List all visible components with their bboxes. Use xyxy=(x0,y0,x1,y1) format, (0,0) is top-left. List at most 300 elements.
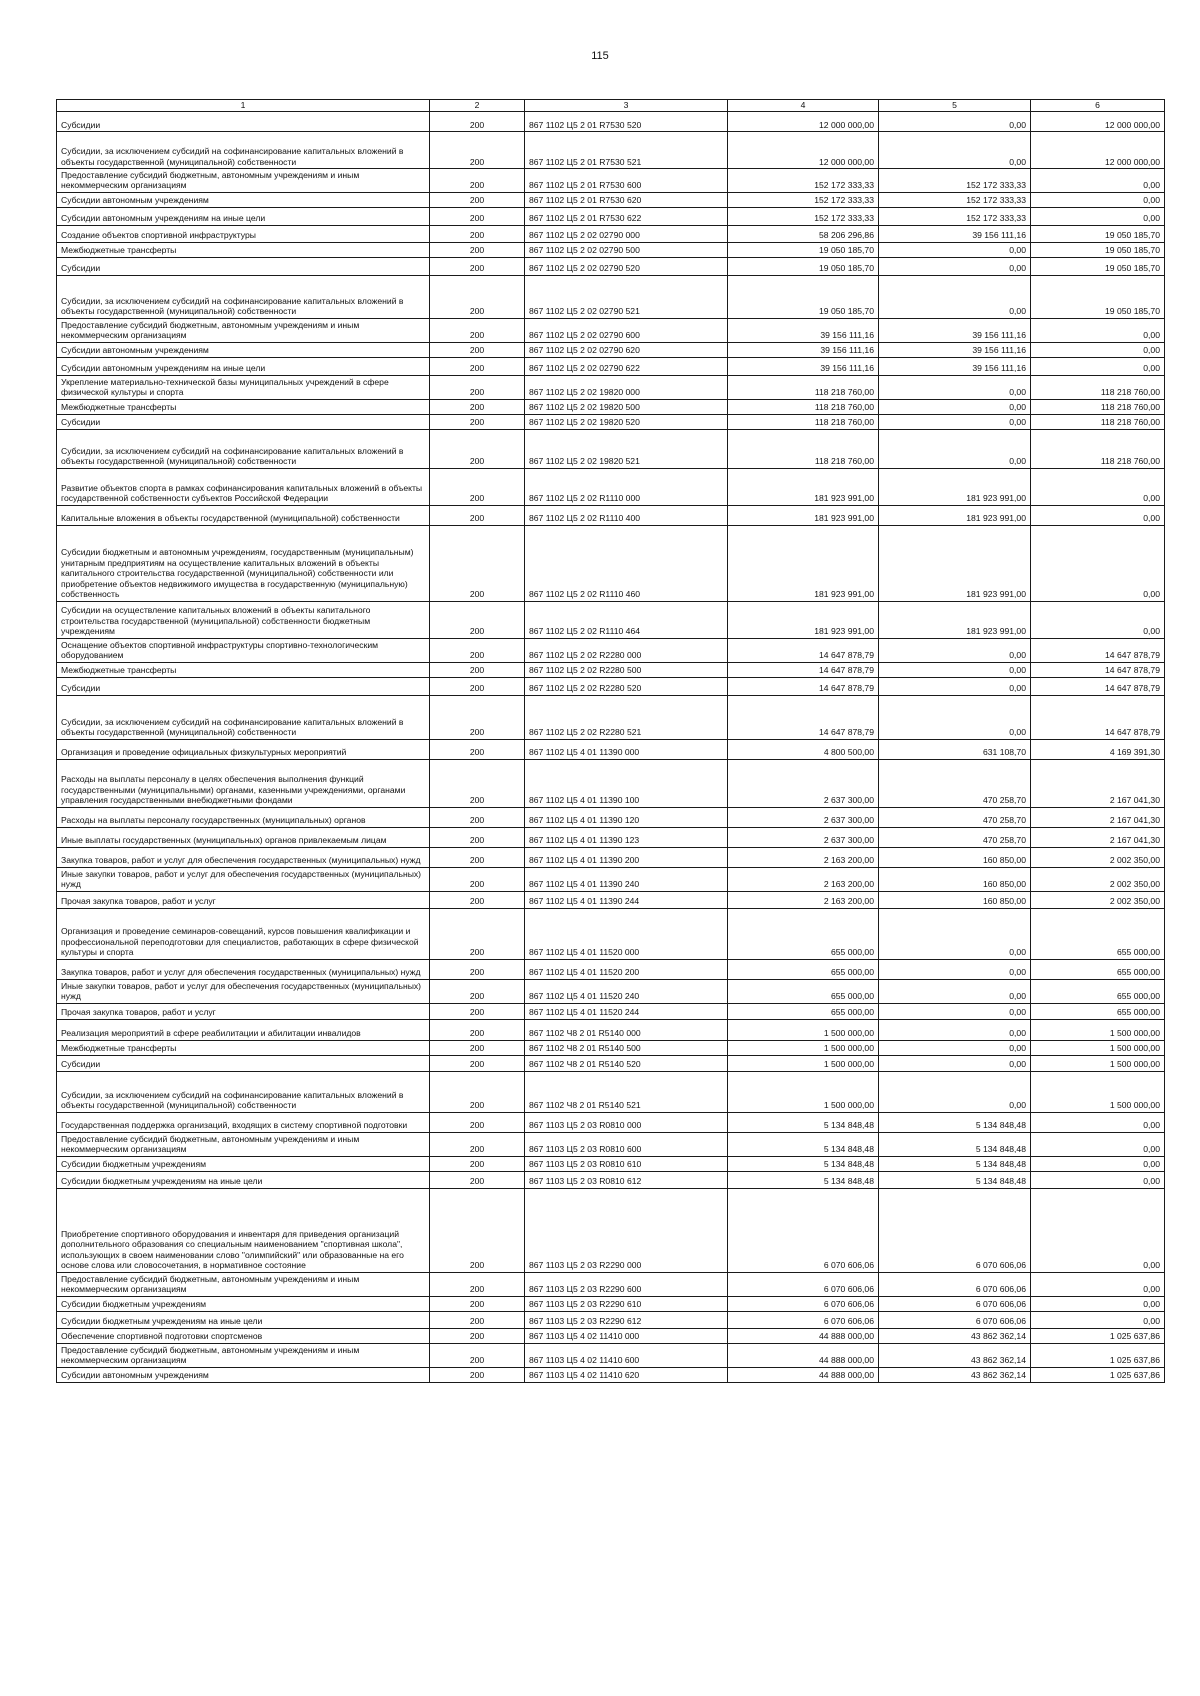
table-row xyxy=(57,399,1165,414)
row-column-2: 200 xyxy=(430,132,525,169)
budget-classification-code: 867 1102 Ц5 2 02 R2280 521 xyxy=(525,695,728,739)
table-row xyxy=(57,275,1165,318)
budget-classification-code: 867 1103 Ц5 2 03 R2290 600 xyxy=(525,1272,728,1296)
column-header: 3 xyxy=(525,100,728,112)
amount-column-6: 19 050 185,70 xyxy=(1031,275,1165,318)
amount-column-6: 4 169 391,30 xyxy=(1031,739,1165,759)
column-number-row xyxy=(57,100,1165,112)
budget-classification-code: 867 1102 Ц5 4 01 11390 123 xyxy=(525,827,728,847)
budget-classification-code: 867 1102 Ц5 2 02 R1110 000 xyxy=(525,468,728,505)
amount-column-5: 152 172 333,33 xyxy=(879,169,1031,193)
table-row xyxy=(57,695,1165,739)
amount-column-4: 5 134 848,48 xyxy=(728,1112,879,1132)
amount-column-4: 181 923 991,00 xyxy=(728,505,879,525)
amount-column-6: 12 000 000,00 xyxy=(1031,112,1165,132)
amount-column-4: 39 156 111,16 xyxy=(728,342,879,357)
row-column-2: 200 xyxy=(430,257,525,275)
table-row xyxy=(57,662,1165,677)
amount-column-5: 181 923 991,00 xyxy=(879,468,1031,505)
amount-column-5: 5 134 848,48 xyxy=(879,1112,1031,1132)
budget-classification-code: 867 1102 Ц5 4 01 11390 000 xyxy=(525,739,728,759)
amount-column-5: 160 850,00 xyxy=(879,847,1031,867)
row-column-2: 200 xyxy=(430,807,525,827)
amount-column-5: 43 862 362,14 xyxy=(879,1328,1031,1343)
budget-classification-code: 867 1102 Ц5 2 02 02790 620 xyxy=(525,342,728,357)
amount-column-4: 655 000,00 xyxy=(728,908,879,959)
amount-column-6: 14 647 878,79 xyxy=(1031,638,1165,662)
amount-column-6: 0,00 xyxy=(1031,342,1165,357)
amount-column-5: 5 134 848,48 xyxy=(879,1132,1031,1156)
budget-classification-code: 867 1102 Ц5 2 02 02790 000 xyxy=(525,225,728,242)
amount-column-5: 0,00 xyxy=(879,1040,1031,1055)
row-name: Приобретение спортивного оборудования и инвентаря для приведения организаций дополнительного образования со специальным наименованием "спортивная школа", использующих в своем наименовании слово "олимпийский" или образованные на его основе слова или словосочетания, в нормативное состояние xyxy=(57,1188,430,1272)
amount-column-5: 5 134 848,48 xyxy=(879,1156,1031,1171)
table-row xyxy=(57,1071,1165,1112)
amount-column-6: 1 500 000,00 xyxy=(1031,1040,1165,1055)
row-name: Субсидии бюджетным и автономным учреждениям, государственным (муниципальным) унитарным предприятиям на осуществление капитальных вложений в объекты капитального строительства государственной (муниципальной) собственности или приобретение объектов недвижимого имущества в государственную (муниципальную) собственность xyxy=(57,525,430,601)
row-column-2: 200 xyxy=(430,1112,525,1132)
row-column-2: 200 xyxy=(430,638,525,662)
amount-column-5: 43 862 362,14 xyxy=(879,1367,1031,1382)
amount-column-6: 0,00 xyxy=(1031,1156,1165,1171)
amount-column-5: 0,00 xyxy=(879,677,1031,695)
amount-column-5: 470 258,70 xyxy=(879,827,1031,847)
row-name: Субсидии автономным учреждениям xyxy=(57,192,430,207)
page-number: 115 xyxy=(591,50,609,62)
amount-column-6: 1 500 000,00 xyxy=(1031,1019,1165,1040)
budget-classification-code: 867 1103 Ц5 2 03 R0810 612 xyxy=(525,1171,728,1188)
budget-classification-code: 867 1102 Ц5 4 01 11390 240 xyxy=(525,867,728,891)
row-name: Расходы на выплаты персоналу государственных (муниципальных) органов xyxy=(57,807,430,827)
amount-column-5: 152 172 333,33 xyxy=(879,192,1031,207)
budget-classification-code: 867 1102 Ц5 4 01 11520 200 xyxy=(525,959,728,979)
budget-classification-code: 867 1102 Ч8 2 01 R5140 000 xyxy=(525,1019,728,1040)
table-row xyxy=(57,1040,1165,1055)
row-name: Государственная поддержка организаций, входящих в систему спортивной подготовки xyxy=(57,1112,430,1132)
amount-column-4: 4 800 500,00 xyxy=(728,739,879,759)
budget-classification-code: 867 1103 Ц5 4 02 11410 620 xyxy=(525,1367,728,1382)
amount-column-5: 470 258,70 xyxy=(879,807,1031,827)
row-column-2: 200 xyxy=(430,169,525,193)
amount-column-5: 6 070 606,06 xyxy=(879,1272,1031,1296)
budget-classification-code: 867 1102 Ц5 2 01 R7530 600 xyxy=(525,169,728,193)
budget-classification-code: 867 1102 Ц5 4 01 11390 244 xyxy=(525,891,728,908)
budget-classification-code: 867 1103 Ц5 2 03 R0810 610 xyxy=(525,1156,728,1171)
row-column-2: 200 xyxy=(430,275,525,318)
budget-classification-code: 867 1102 Ц5 4 01 11520 240 xyxy=(525,979,728,1003)
amount-column-6: 14 647 878,79 xyxy=(1031,662,1165,677)
amount-column-6: 2 002 350,00 xyxy=(1031,847,1165,867)
row-column-2: 200 xyxy=(430,1296,525,1311)
amount-column-6: 0,00 xyxy=(1031,601,1165,638)
column-header: 5 xyxy=(879,100,1031,112)
budget-classification-code: 867 1102 Ц5 4 01 11520 000 xyxy=(525,908,728,959)
row-name: Межбюджетные трансферты xyxy=(57,1040,430,1055)
table-row xyxy=(57,318,1165,342)
amount-column-4: 14 647 878,79 xyxy=(728,662,879,677)
amount-column-5: 0,00 xyxy=(879,375,1031,399)
amount-column-5: 0,00 xyxy=(879,959,1031,979)
amount-column-5: 0,00 xyxy=(879,275,1031,318)
row-column-2: 200 xyxy=(430,399,525,414)
amount-column-5: 43 862 362,14 xyxy=(879,1343,1031,1367)
row-column-2: 200 xyxy=(430,827,525,847)
amount-column-5: 39 156 111,16 xyxy=(879,357,1031,375)
table-row xyxy=(57,1019,1165,1040)
budget-classification-code: 867 1102 Ц5 2 01 R7530 622 xyxy=(525,207,728,225)
amount-column-4: 44 888 000,00 xyxy=(728,1328,879,1343)
column-header: 4 xyxy=(728,100,879,112)
row-name: Организация и проведение официальных физкультурных мероприятий xyxy=(57,739,430,759)
amount-column-4: 14 647 878,79 xyxy=(728,695,879,739)
amount-column-4: 6 070 606,06 xyxy=(728,1272,879,1296)
row-column-2: 200 xyxy=(430,1071,525,1112)
row-name: Субсидии автономным учреждениям на иные цели xyxy=(57,357,430,375)
amount-column-6: 1 500 000,00 xyxy=(1031,1071,1165,1112)
amount-column-4: 6 070 606,06 xyxy=(728,1188,879,1272)
row-column-2: 200 xyxy=(430,662,525,677)
row-name: Предоставление субсидий бюджетным, автономным учреждениям и иным некоммерческим организациям xyxy=(57,318,430,342)
amount-column-6: 655 000,00 xyxy=(1031,979,1165,1003)
table-body xyxy=(57,112,1165,1383)
amount-column-5: 160 850,00 xyxy=(879,867,1031,891)
amount-column-4: 5 134 848,48 xyxy=(728,1132,879,1156)
budget-classification-code: 867 1102 Ц5 2 02 R1110 464 xyxy=(525,601,728,638)
row-column-2: 200 xyxy=(430,759,525,807)
amount-column-4: 5 134 848,48 xyxy=(728,1156,879,1171)
budget-classification-code: 867 1102 Ц5 2 02 R1110 460 xyxy=(525,525,728,601)
budget-classification-code: 867 1103 Ц5 2 03 R2290 610 xyxy=(525,1296,728,1311)
amount-column-6: 0,00 xyxy=(1031,318,1165,342)
row-column-2: 200 xyxy=(430,525,525,601)
amount-column-5: 39 156 111,16 xyxy=(879,225,1031,242)
amount-column-4: 19 050 185,70 xyxy=(728,257,879,275)
amount-column-6: 0,00 xyxy=(1031,1311,1165,1328)
amount-column-5: 152 172 333,33 xyxy=(879,207,1031,225)
amount-column-6: 1 025 637,86 xyxy=(1031,1367,1165,1382)
column-header: 6 xyxy=(1031,100,1165,112)
row-name: Межбюджетные трансферты xyxy=(57,242,430,257)
row-name: Иные закупки товаров, работ и услуг для обеспечения государственных (муниципальных) нужд xyxy=(57,979,430,1003)
row-name: Иные выплаты государственных (муниципальных) органов привлекаемым лицам xyxy=(57,827,430,847)
column-header: 2 xyxy=(430,100,525,112)
budget-table xyxy=(56,99,1165,1383)
amount-column-5: 39 156 111,16 xyxy=(879,342,1031,357)
row-name: Межбюджетные трансферты xyxy=(57,662,430,677)
row-column-2: 200 xyxy=(430,357,525,375)
table-row xyxy=(57,169,1165,193)
table-row xyxy=(57,1343,1165,1367)
table-row xyxy=(57,132,1165,169)
budget-classification-code: 867 1103 Ц5 2 03 R0810 000 xyxy=(525,1112,728,1132)
row-name: Расходы на выплаты персоналу в целях обеспечения выполнения функций государственными (муниципальными) органами, казенными учреждениями, органами управления государственными внебюджетными фондами xyxy=(57,759,430,807)
row-name: Прочая закупка товаров, работ и услуг xyxy=(57,891,430,908)
budget-classification-code: 867 1102 Ц5 4 01 11390 100 xyxy=(525,759,728,807)
row-name: Субсидии бюджетным учреждениям на иные цели xyxy=(57,1311,430,1328)
row-name: Закупка товаров, работ и услуг для обеспечения государственных (муниципальных) нужд xyxy=(57,847,430,867)
amount-column-5: 0,00 xyxy=(879,1055,1031,1071)
row-name: Субсидии на осуществление капитальных вложений в объекты капитального строительства государственной (муниципальной) собственности бюджетным учреждениям xyxy=(57,601,430,638)
table-row xyxy=(57,1272,1165,1296)
budget-classification-code: 867 1102 Ч8 2 01 R5140 500 xyxy=(525,1040,728,1055)
amount-column-5: 470 258,70 xyxy=(879,759,1031,807)
row-column-2: 200 xyxy=(430,192,525,207)
amount-column-5: 181 923 991,00 xyxy=(879,505,1031,525)
amount-column-4: 12 000 000,00 xyxy=(728,132,879,169)
row-name: Субсидии, за исключением субсидий на софинансирование капитальных вложений в объекты государственной (муниципальной) собственности xyxy=(57,132,430,169)
amount-column-6: 12 000 000,00 xyxy=(1031,132,1165,169)
amount-column-6: 1 500 000,00 xyxy=(1031,1055,1165,1071)
amount-column-5: 0,00 xyxy=(879,414,1031,429)
row-column-2: 200 xyxy=(430,847,525,867)
amount-column-4: 5 134 848,48 xyxy=(728,1171,879,1188)
table-row xyxy=(57,1188,1165,1272)
table-row xyxy=(57,112,1165,132)
amount-column-4: 655 000,00 xyxy=(728,1003,879,1019)
row-column-2: 200 xyxy=(430,1055,525,1071)
row-name: Субсидии, за исключением субсидий на софинансирование капитальных вложений в объекты государственной (муниципальной) собственности xyxy=(57,275,430,318)
row-column-2: 200 xyxy=(430,1367,525,1382)
row-name: Предоставление субсидий бюджетным, автономным учреждениям и иным некоммерческим организациям xyxy=(57,1132,430,1156)
row-column-2: 200 xyxy=(430,891,525,908)
table-row xyxy=(57,1296,1165,1311)
row-name: Создание объектов спортивной инфраструктуры xyxy=(57,225,430,242)
amount-column-6: 14 647 878,79 xyxy=(1031,695,1165,739)
budget-classification-code: 867 1102 Ц5 4 01 11520 244 xyxy=(525,1003,728,1019)
row-column-2: 200 xyxy=(430,695,525,739)
row-column-2: 200 xyxy=(430,1019,525,1040)
row-name: Субсидии бюджетным учреждениям xyxy=(57,1156,430,1171)
row-column-2: 200 xyxy=(430,979,525,1003)
row-column-2: 200 xyxy=(430,468,525,505)
amount-column-4: 12 000 000,00 xyxy=(728,112,879,132)
amount-column-4: 2 163 200,00 xyxy=(728,867,879,891)
row-name: Реализация мероприятий в сфере реабилитации и абилитации инвалидов xyxy=(57,1019,430,1040)
row-name: Укрепление материально-технической базы муниципальных учреждений в сфере физической культуры и спорта xyxy=(57,375,430,399)
table-row xyxy=(57,891,1165,908)
budget-classification-code: 867 1102 Ц5 2 02 R2280 520 xyxy=(525,677,728,695)
row-column-2: 200 xyxy=(430,959,525,979)
amount-column-5: 6 070 606,06 xyxy=(879,1311,1031,1328)
table-row xyxy=(57,342,1165,357)
table-row xyxy=(57,739,1165,759)
budget-classification-code: 867 1102 Ц5 2 02 19820 520 xyxy=(525,414,728,429)
amount-column-6: 0,00 xyxy=(1031,1272,1165,1296)
amount-column-6: 655 000,00 xyxy=(1031,1003,1165,1019)
table-row xyxy=(57,505,1165,525)
row-name: Предоставление субсидий бюджетным, автономным учреждениям и иным некоммерческим организациям xyxy=(57,1343,430,1367)
amount-column-6: 1 025 637,86 xyxy=(1031,1328,1165,1343)
budget-classification-code: 867 1102 Ц5 2 02 02790 521 xyxy=(525,275,728,318)
row-name: Субсидии бюджетным учреждениям xyxy=(57,1296,430,1311)
row-column-2: 200 xyxy=(430,414,525,429)
amount-column-5: 6 070 606,06 xyxy=(879,1188,1031,1272)
amount-column-4: 2 637 300,00 xyxy=(728,827,879,847)
amount-column-5: 181 923 991,00 xyxy=(879,525,1031,601)
row-column-2: 200 xyxy=(430,601,525,638)
table-row xyxy=(57,1003,1165,1019)
table-row xyxy=(57,1156,1165,1171)
budget-classification-code: 867 1102 Ц5 4 01 11390 120 xyxy=(525,807,728,827)
row-column-2: 200 xyxy=(430,677,525,695)
amount-column-4: 44 888 000,00 xyxy=(728,1343,879,1367)
row-column-2: 200 xyxy=(430,1156,525,1171)
amount-column-5: 181 923 991,00 xyxy=(879,601,1031,638)
table-row xyxy=(57,638,1165,662)
amount-column-5: 631 108,70 xyxy=(879,739,1031,759)
amount-column-6: 0,00 xyxy=(1031,1171,1165,1188)
column-header: 1 xyxy=(57,100,430,112)
amount-column-4: 1 500 000,00 xyxy=(728,1055,879,1071)
budget-classification-code: 867 1103 Ц5 2 03 R0810 600 xyxy=(525,1132,728,1156)
row-column-2: 200 xyxy=(430,318,525,342)
row-name: Субсидии xyxy=(57,112,430,132)
row-name: Оснащение объектов спортивной инфраструктуры спортивно-технологическим оборудованием xyxy=(57,638,430,662)
amount-column-6: 0,00 xyxy=(1031,207,1165,225)
amount-column-4: 181 923 991,00 xyxy=(728,468,879,505)
amount-column-6: 2 167 041,30 xyxy=(1031,807,1165,827)
amount-column-5: 5 134 848,48 xyxy=(879,1171,1031,1188)
table-row xyxy=(57,357,1165,375)
row-name: Иные закупки товаров, работ и услуг для обеспечения государственных (муниципальных) нужд xyxy=(57,867,430,891)
amount-column-4: 181 923 991,00 xyxy=(728,525,879,601)
amount-column-6: 0,00 xyxy=(1031,505,1165,525)
amount-column-4: 152 172 333,33 xyxy=(728,192,879,207)
row-name: Субсидии автономным учреждениям на иные цели xyxy=(57,207,430,225)
budget-classification-code: 867 1102 Ц5 2 02 R2280 500 xyxy=(525,662,728,677)
amount-column-4: 44 888 000,00 xyxy=(728,1367,879,1382)
budget-classification-code: 867 1102 Ц5 2 02 02790 520 xyxy=(525,257,728,275)
amount-column-4: 39 156 111,16 xyxy=(728,318,879,342)
budget-classification-code: 867 1102 Ц5 2 02 02790 622 xyxy=(525,357,728,375)
row-name: Субсидии xyxy=(57,257,430,275)
budget-classification-code: 867 1102 Ц5 2 01 R7530 520 xyxy=(525,112,728,132)
budget-classification-code: 867 1102 Ц5 2 02 02790 500 xyxy=(525,242,728,257)
row-column-2: 200 xyxy=(430,867,525,891)
amount-column-6: 0,00 xyxy=(1031,468,1165,505)
amount-column-4: 39 156 111,16 xyxy=(728,357,879,375)
row-column-2: 200 xyxy=(430,342,525,357)
amount-column-5: 0,00 xyxy=(879,908,1031,959)
amount-column-5: 0,00 xyxy=(879,1071,1031,1112)
table-row xyxy=(57,1132,1165,1156)
budget-classification-code: 867 1102 Ц5 2 02 02790 600 xyxy=(525,318,728,342)
table-row xyxy=(57,979,1165,1003)
row-column-2: 200 xyxy=(430,225,525,242)
table-header xyxy=(57,100,1165,112)
budget-classification-code: 867 1102 Ц5 2 02 R1110 400 xyxy=(525,505,728,525)
table-row xyxy=(57,1311,1165,1328)
row-name: Предоставление субсидий бюджетным, автономным учреждениям и иным некоммерческим организациям xyxy=(57,169,430,193)
table-row xyxy=(57,242,1165,257)
budget-classification-code: 867 1102 Ц5 2 02 19820 500 xyxy=(525,399,728,414)
table-row xyxy=(57,908,1165,959)
row-name: Субсидии автономным учреждениям xyxy=(57,1367,430,1382)
amount-column-5: 0,00 xyxy=(879,242,1031,257)
budget-classification-code: 867 1103 Ц5 4 02 11410 000 xyxy=(525,1328,728,1343)
table-row xyxy=(57,807,1165,827)
row-column-2: 200 xyxy=(430,1311,525,1328)
amount-column-4: 58 206 296,86 xyxy=(728,225,879,242)
table-row xyxy=(57,759,1165,807)
budget-classification-code: 867 1103 Ц5 4 02 11410 600 xyxy=(525,1343,728,1367)
amount-column-4: 14 647 878,79 xyxy=(728,677,879,695)
table-row xyxy=(57,375,1165,399)
table-row xyxy=(57,601,1165,638)
table-row xyxy=(57,867,1165,891)
table-row xyxy=(57,257,1165,275)
table-row xyxy=(57,959,1165,979)
row-name: Субсидии бюджетным учреждениям на иные цели xyxy=(57,1171,430,1188)
amount-column-6: 1 025 637,86 xyxy=(1031,1343,1165,1367)
table-row xyxy=(57,847,1165,867)
amount-column-6: 2 167 041,30 xyxy=(1031,827,1165,847)
amount-column-4: 1 500 000,00 xyxy=(728,1071,879,1112)
table-row xyxy=(57,1367,1165,1382)
amount-column-5: 0,00 xyxy=(879,979,1031,1003)
amount-column-5: 0,00 xyxy=(879,112,1031,132)
row-name: Субсидии, за исключением субсидий на софинансирование капитальных вложений в объекты государственной (муниципальной) собственности xyxy=(57,695,430,739)
amount-column-4: 152 172 333,33 xyxy=(728,169,879,193)
amount-column-5: 39 156 111,16 xyxy=(879,318,1031,342)
row-name: Организация и проведение семинаров-совещаний, курсов повышения квалификации и профессиональной переподготовки для специалистов, работающих в сфере физической культуры и спорта xyxy=(57,908,430,959)
amount-column-6: 0,00 xyxy=(1031,1112,1165,1132)
amount-column-6: 118 218 760,00 xyxy=(1031,414,1165,429)
budget-classification-code: 867 1102 Ц5 2 02 19820 521 xyxy=(525,429,728,468)
amount-column-4: 152 172 333,33 xyxy=(728,207,879,225)
amount-column-5: 0,00 xyxy=(879,1003,1031,1019)
table-row xyxy=(57,1328,1165,1343)
row-name: Субсидии автономным учреждениям xyxy=(57,342,430,357)
amount-column-4: 19 050 185,70 xyxy=(728,242,879,257)
row-name: Капитальные вложения в объекты государственной (муниципальной) собственности xyxy=(57,505,430,525)
amount-column-5: 160 850,00 xyxy=(879,891,1031,908)
row-column-2: 200 xyxy=(430,1132,525,1156)
amount-column-4: 2 163 200,00 xyxy=(728,847,879,867)
budget-classification-code: 867 1103 Ц5 2 03 R2290 000 xyxy=(525,1188,728,1272)
row-column-2: 200 xyxy=(430,1188,525,1272)
amount-column-6: 19 050 185,70 xyxy=(1031,225,1165,242)
table-row xyxy=(57,207,1165,225)
row-column-2: 200 xyxy=(430,1003,525,1019)
row-column-2: 200 xyxy=(430,242,525,257)
row-column-2: 200 xyxy=(430,1343,525,1367)
budget-classification-code: 867 1102 Ц5 2 01 R7530 521 xyxy=(525,132,728,169)
row-name: Субсидии xyxy=(57,1055,430,1071)
amount-column-6: 655 000,00 xyxy=(1031,959,1165,979)
row-column-2: 200 xyxy=(430,207,525,225)
row-column-2: 200 xyxy=(430,739,525,759)
table-row xyxy=(57,414,1165,429)
amount-column-4: 19 050 185,70 xyxy=(728,275,879,318)
budget-classification-code: 867 1102 Ц5 2 01 R7530 620 xyxy=(525,192,728,207)
amount-column-6: 2 002 350,00 xyxy=(1031,867,1165,891)
row-column-2: 200 xyxy=(430,1272,525,1296)
amount-column-5: 0,00 xyxy=(879,638,1031,662)
table-row xyxy=(57,827,1165,847)
amount-column-5: 0,00 xyxy=(879,132,1031,169)
table-row xyxy=(57,1171,1165,1188)
amount-column-6: 0,00 xyxy=(1031,357,1165,375)
amount-column-5: 0,00 xyxy=(879,1019,1031,1040)
row-column-2: 200 xyxy=(430,429,525,468)
amount-column-6: 2 167 041,30 xyxy=(1031,759,1165,807)
row-column-2: 200 xyxy=(430,505,525,525)
amount-column-6: 19 050 185,70 xyxy=(1031,257,1165,275)
row-column-2: 200 xyxy=(430,908,525,959)
amount-column-6: 0,00 xyxy=(1031,1132,1165,1156)
table-row xyxy=(57,468,1165,505)
